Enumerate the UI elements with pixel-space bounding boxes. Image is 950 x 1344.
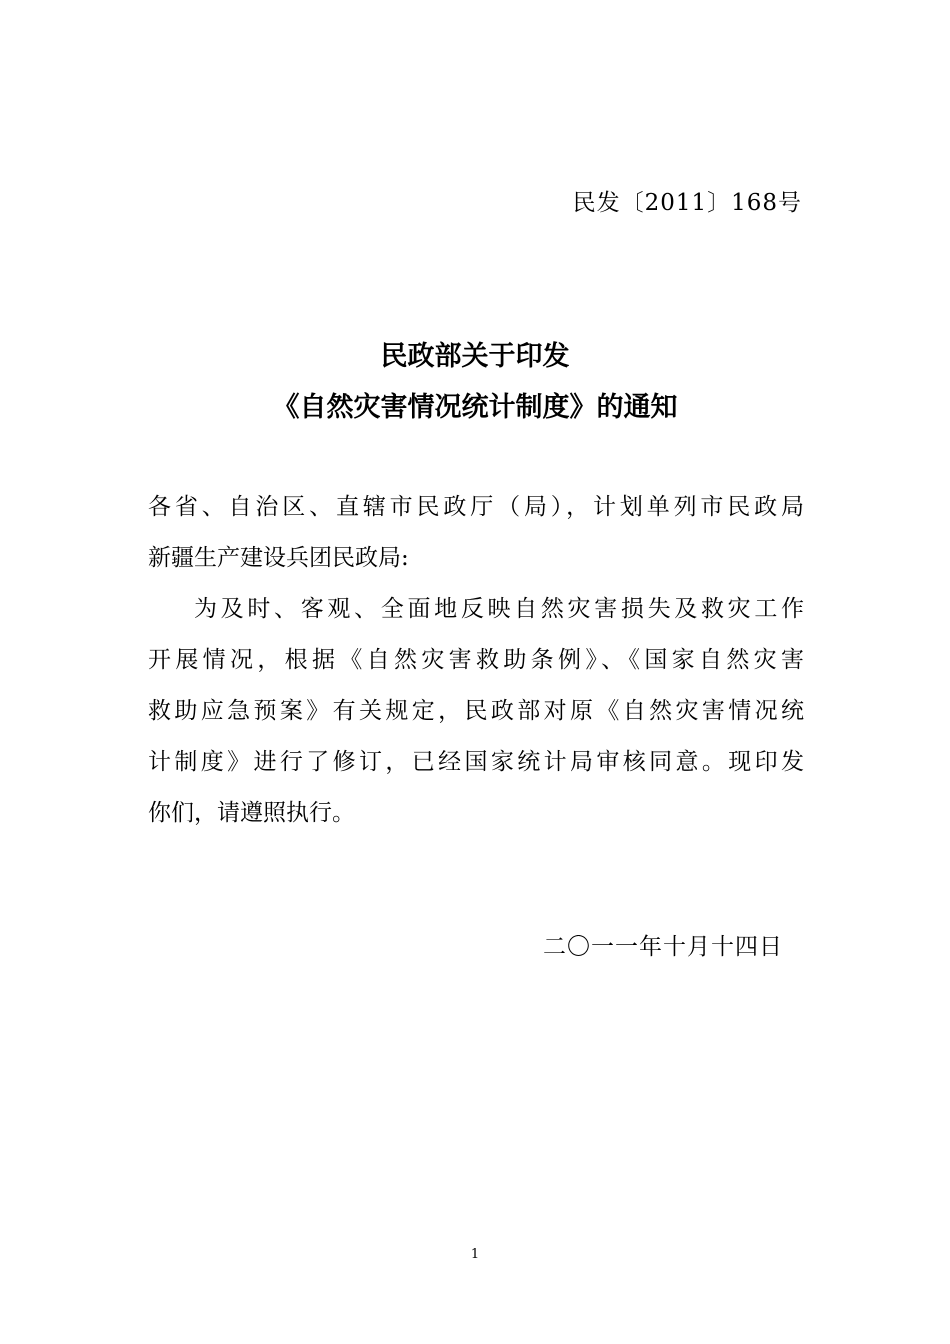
- body-line-1: 为及时、客观、全面地反映自然灾害损失及救灾工作: [194, 596, 804, 622]
- document-number: 民发〔2011〕168号: [572, 190, 802, 216]
- title-line-1: 民政部关于印发: [380, 341, 570, 372]
- document-date: 二〇一一年十月十四日: [543, 934, 783, 960]
- body-line-2: 开展情况，根据《自然灾害救助条例》、《国家自然灾害: [148, 647, 804, 673]
- title-line-2: 《自然灾害情况统计制度》的通知: [272, 392, 678, 423]
- addressee-line-1: 各省、自治区、直辖市民政厅（局），计划单列市民政局: [148, 494, 804, 520]
- page-number: 1: [470, 1247, 480, 1262]
- body-line-4: 计制度》进行了修订，已经国家统计局审核同意。现印发: [148, 749, 804, 775]
- document-body: [148, 482, 804, 839]
- body-line-5: 你们，请遵照执行。: [148, 800, 355, 826]
- body-line-3: 救助应急预案》有关规定，民政部对原《自然灾害情况统: [148, 698, 804, 724]
- addressee-line-2: 新疆生产建设兵团民政局:: [148, 545, 409, 571]
